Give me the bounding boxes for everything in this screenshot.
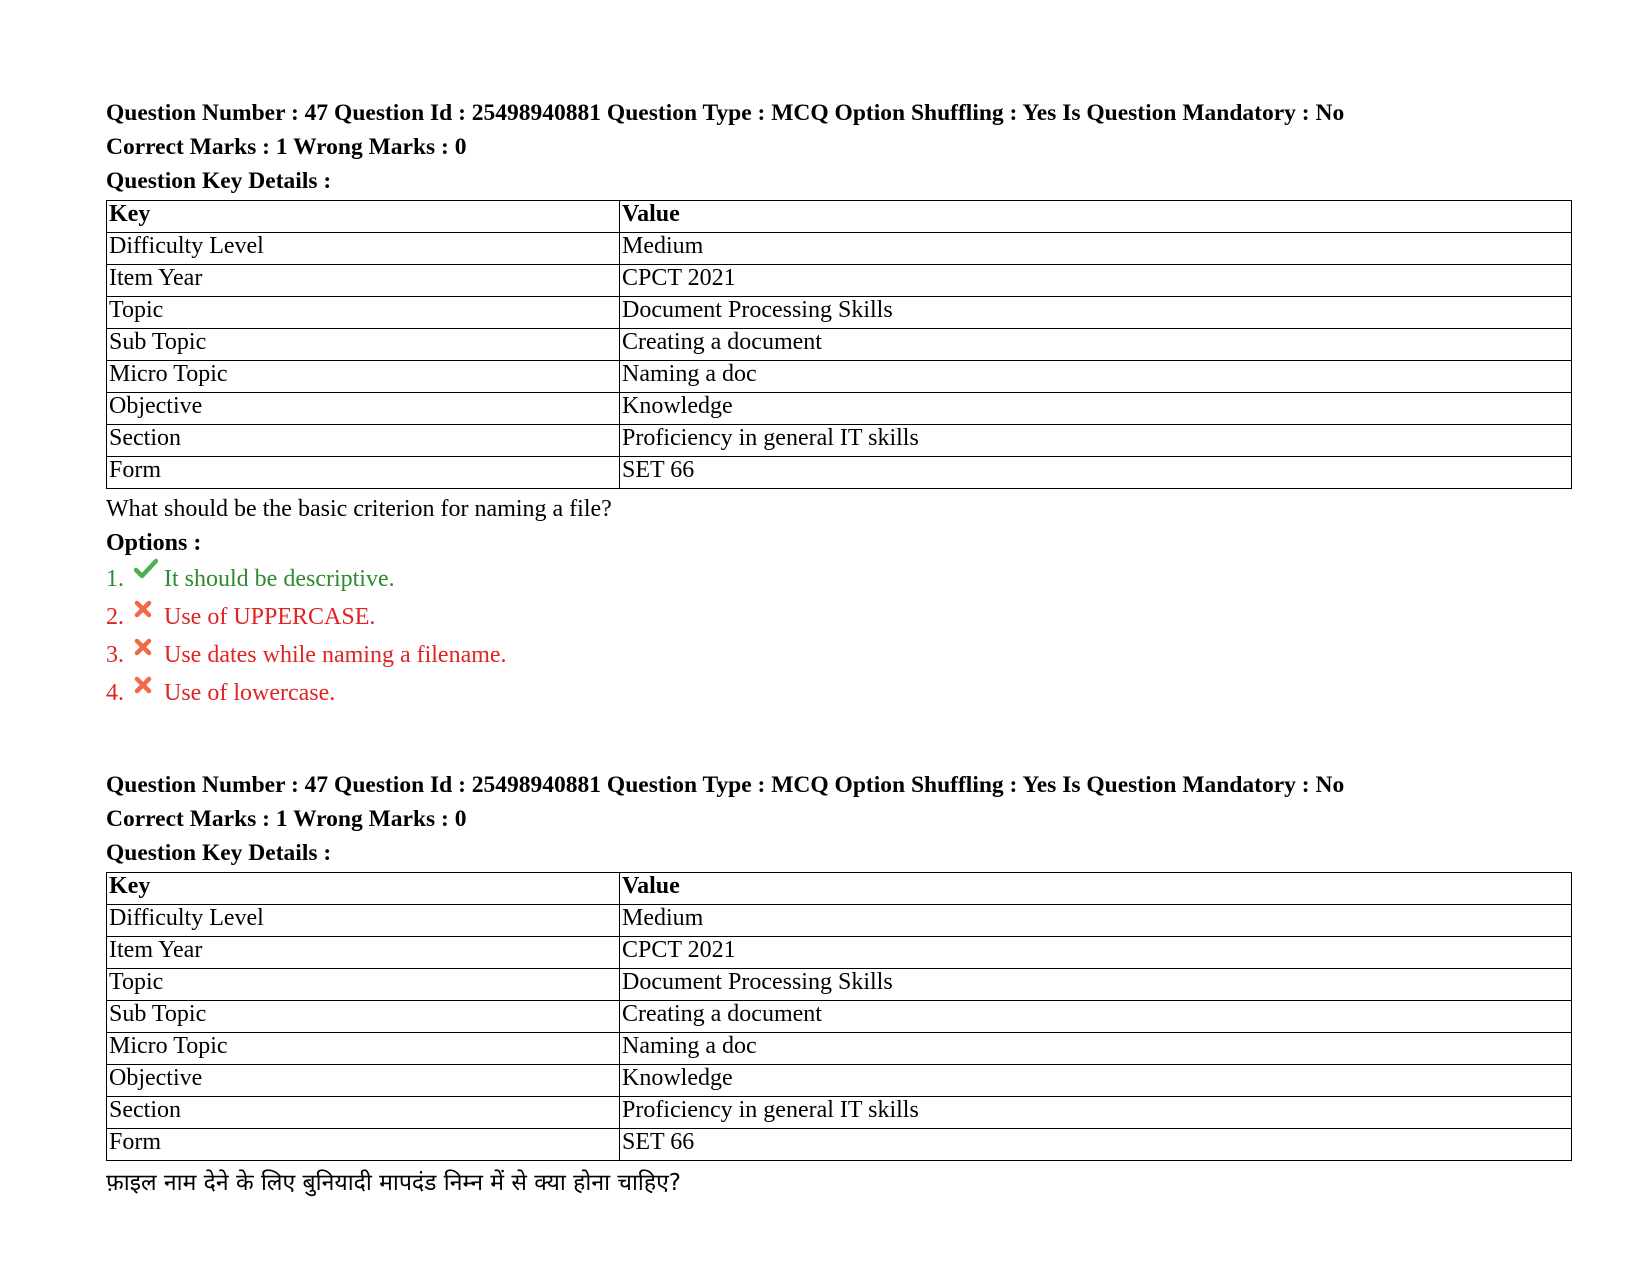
- option-number: 2.: [106, 604, 124, 630]
- table-header-key: Key: [107, 873, 620, 905]
- table-cell-value: Naming a doc: [620, 1033, 1572, 1065]
- table-cell-key: Micro Topic: [107, 1033, 620, 1065]
- table-cell-value: Naming a doc: [620, 361, 1572, 393]
- table-cell-value: Medium: [620, 905, 1572, 937]
- table-row: [107, 361, 1572, 393]
- option-3: [106, 636, 1572, 674]
- table-cell-key: Sub Topic: [107, 329, 620, 361]
- cross-icon: [134, 630, 164, 668]
- table-row: [107, 1129, 1572, 1161]
- table-row: [107, 1065, 1572, 1097]
- option-4: [106, 674, 1572, 712]
- table-row: [107, 1001, 1572, 1033]
- option-text: Use dates while naming a filename.: [164, 642, 507, 668]
- table-cell-key: Topic: [107, 297, 620, 329]
- table-cell-value: Knowledge: [620, 1065, 1572, 1097]
- key-details-label: Question Key Details :: [106, 168, 332, 194]
- option-text: Use of lowercase.: [164, 680, 336, 706]
- option-number: 4.: [106, 680, 124, 706]
- option-text: Use of UPPERCASE.: [164, 604, 376, 630]
- question-block-1: [106, 96, 1572, 712]
- table-cell-value: Document Processing Skills: [620, 969, 1572, 1001]
- table-cell-value: Proficiency in general IT skills: [620, 1097, 1572, 1129]
- table-row: [107, 1097, 1572, 1129]
- table-cell-value: SET 66: [620, 457, 1572, 489]
- table-row: [107, 425, 1572, 457]
- check-icon: [134, 554, 164, 592]
- key-details-label: Question Key Details :: [106, 840, 332, 866]
- table-row: [107, 969, 1572, 1001]
- key-details-table: [106, 872, 1572, 1161]
- question-meta-line: Question Number : 47 Question Id : 25498940881 Question Type : MCQ Option Shuffling : Yes Is Question Mandatory : No: [106, 772, 1345, 798]
- options-label: Options :: [106, 530, 202, 556]
- table-cell-key: Item Year: [107, 265, 620, 297]
- table-row: [107, 297, 1572, 329]
- table-header-key: Key: [107, 201, 620, 233]
- table-row: [107, 1033, 1572, 1065]
- table-header-row: [107, 201, 1572, 233]
- table-cell-key: Sub Topic: [107, 1001, 620, 1033]
- table-cell-key: Objective: [107, 393, 620, 425]
- marks-line: Correct Marks : 1 Wrong Marks : 0: [106, 806, 467, 832]
- table-row: [107, 233, 1572, 265]
- table-cell-key: Topic: [107, 969, 620, 1001]
- table-cell-value: CPCT 2021: [620, 937, 1572, 969]
- table-cell-value: Document Processing Skills: [620, 297, 1572, 329]
- table-header-row: [107, 873, 1572, 905]
- table-cell-key: Section: [107, 1097, 620, 1129]
- table-row: [107, 937, 1572, 969]
- key-details-table: [106, 200, 1572, 489]
- option-1: [106, 560, 1572, 598]
- question-text-hindi: फ़ाइल नाम देने के लिए बुनियादी मापदंड निम्न में से क्या होना चाहिए?: [106, 1170, 682, 1196]
- table-row: [107, 265, 1572, 297]
- option-text: It should be descriptive.: [164, 566, 395, 592]
- table-cell-value: Knowledge: [620, 393, 1572, 425]
- table-cell-value: SET 66: [620, 1129, 1572, 1161]
- marks-line: Correct Marks : 1 Wrong Marks : 0: [106, 134, 467, 160]
- table-header-value: Value: [620, 201, 1572, 233]
- option-number: 1.: [106, 566, 124, 592]
- table-cell-value: Medium: [620, 233, 1572, 265]
- table-cell-key: Section: [107, 425, 620, 457]
- table-row: [107, 457, 1572, 489]
- table-cell-key: Micro Topic: [107, 361, 620, 393]
- question-block-2: [106, 768, 1572, 1203]
- table-cell-value: Creating a document: [620, 329, 1572, 361]
- table-cell-key: Form: [107, 1129, 620, 1161]
- table-cell-value: Proficiency in general IT skills: [620, 425, 1572, 457]
- question-meta-line: Question Number : 47 Question Id : 25498940881 Question Type : MCQ Option Shuffling : Yes Is Question Mandatory : No: [106, 100, 1345, 126]
- table-row: [107, 393, 1572, 425]
- table-row: [107, 329, 1572, 361]
- table-cell-value: Creating a document: [620, 1001, 1572, 1033]
- table-cell-key: Objective: [107, 1065, 620, 1097]
- table-header-value: Value: [620, 873, 1572, 905]
- table-cell-value: CPCT 2021: [620, 265, 1572, 297]
- cross-icon: [134, 668, 164, 706]
- table-cell-key: Difficulty Level: [107, 233, 620, 265]
- option-number: 3.: [106, 642, 124, 668]
- table-cell-key: Form: [107, 457, 620, 489]
- cross-icon: [134, 592, 164, 630]
- option-2: [106, 598, 1572, 636]
- table-cell-key: Difficulty Level: [107, 905, 620, 937]
- table-cell-key: Item Year: [107, 937, 620, 969]
- question-text: What should be the basic criterion for naming a file?: [106, 496, 612, 522]
- table-row: [107, 905, 1572, 937]
